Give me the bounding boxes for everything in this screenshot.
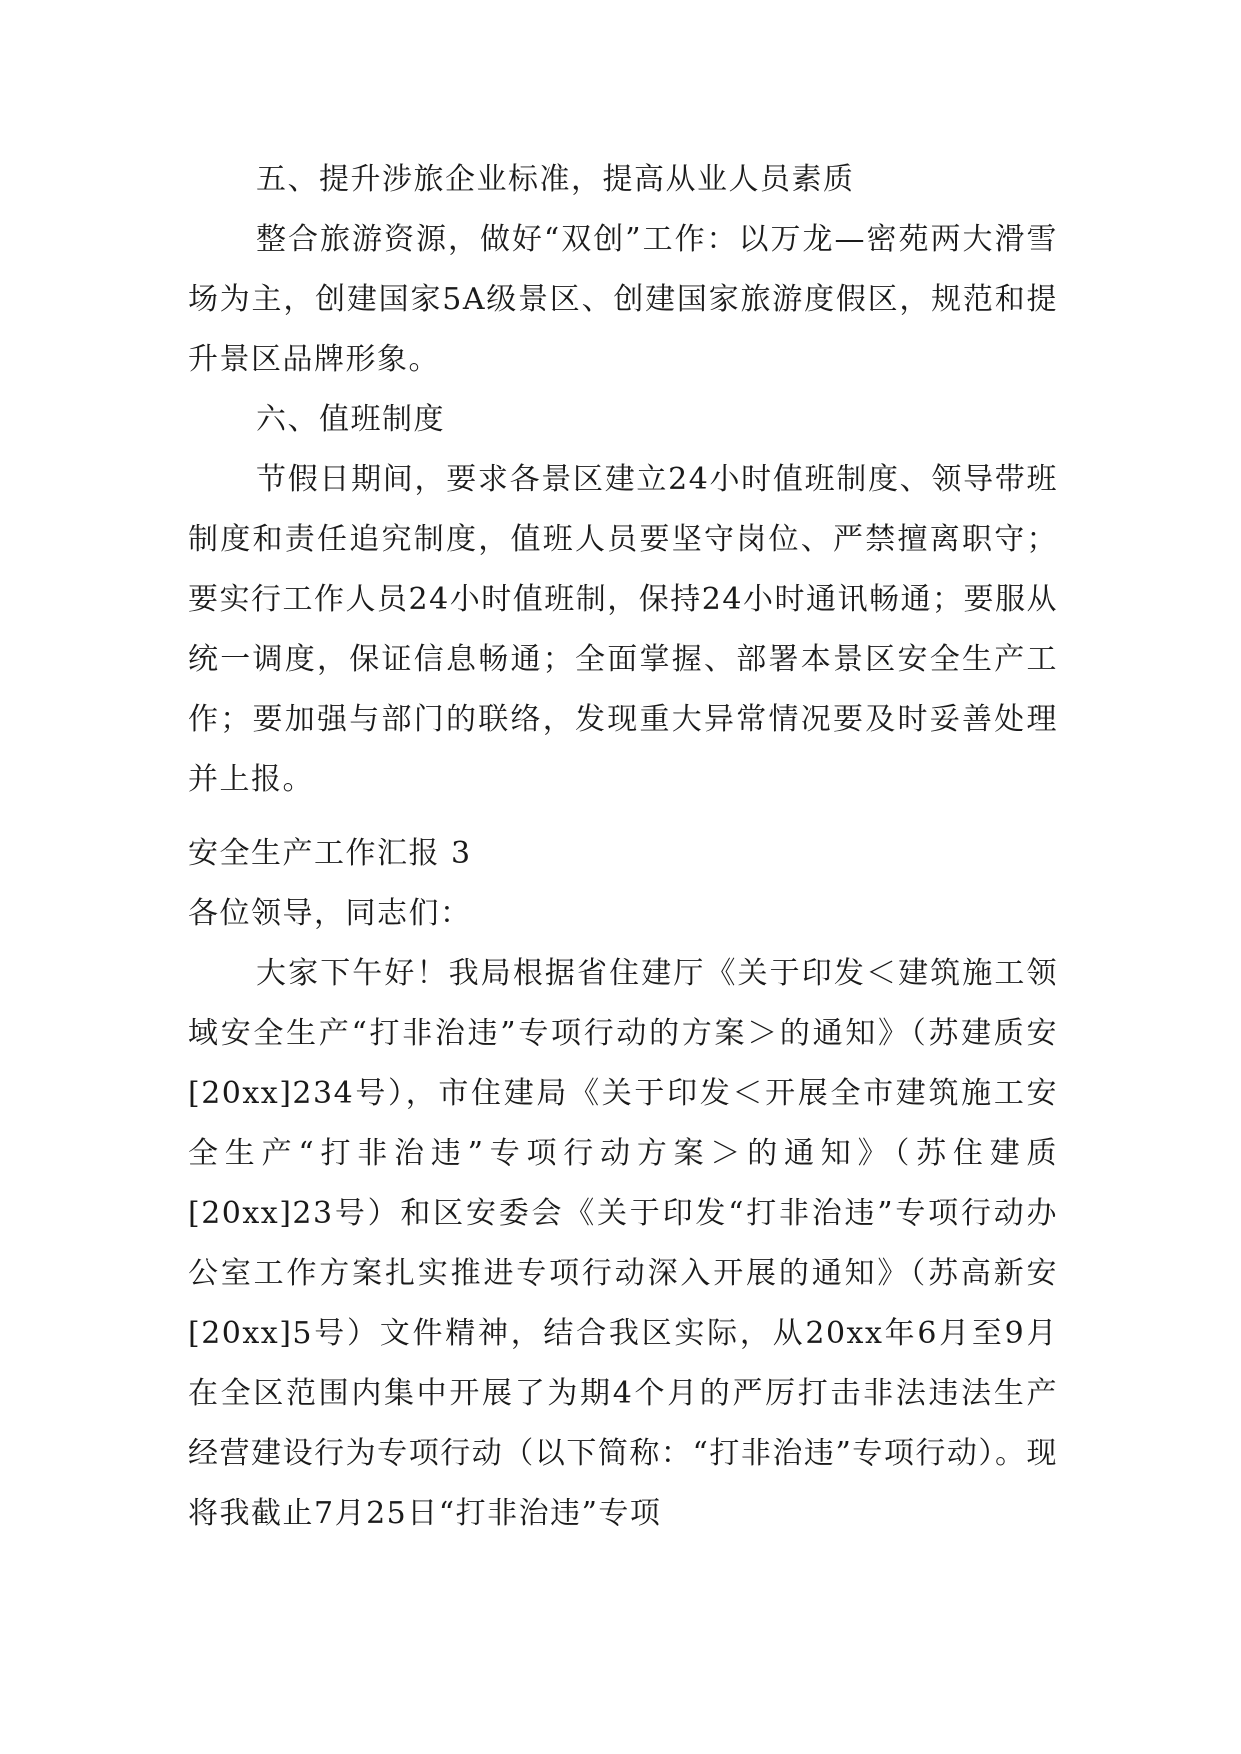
section-six-body: 节假日期间，要求各景区建立24小时值班制度、领导带班制度和责任追究制度，值班人员要坚守岗位、严禁擅离职守；要实行工作人员24小时值班制，保持24小时通讯畅通；要服从统一调度，保证信息畅通；全面掌握、部署本景区安全生产工作；要加强与部门的联络，发现重大异常情况要及时妥善处理并上报。: [188, 462, 1058, 797]
section-six-heading: 六、值班制度: [256, 402, 445, 437]
report-title: 安全生产工作汇报 3: [188, 836, 472, 871]
report-body: 大家下午好！我局根据省住建厅《关于印发＜建筑施工领域安全生产“打非治违”专项行动的方案＞的通知》（苏建质安[20xx]234号），市住建局《关于印发＜开展全市建筑施工安全生产“打非治违”专项行动方案＞的通知》（苏住建质[20xx]23号）和区安委会《关于印发“打非治违”专项行动办公室工作方案扎实推进专项行动深入开展的通知》（苏高新安[20xx]5号）文件精神，结合我区实际，从20xx年6月至9月在全区范围内集中开展了为期4个月的严厉打击非法违法生产经营建设行为专项行动（以下简称：“打非治违”专项行动）。现将我截止7月25日“打非治违”专项: [188, 956, 1058, 1531]
section-five-body: 整合旅游资源，做好“双创”工作：以万龙—密苑两大滑雪场为主，创建国家5A级景区、创建国家旅游度假区，规范和提升景区品牌形象。: [188, 222, 1058, 377]
section-five-heading: 五、提升涉旅企业标准，提高从业人员素质: [256, 162, 855, 197]
salutation: 各位领导，同志们：: [188, 896, 472, 931]
lower-text-block: [188, 824, 1058, 1544]
upper-text-block: [188, 150, 1058, 810]
